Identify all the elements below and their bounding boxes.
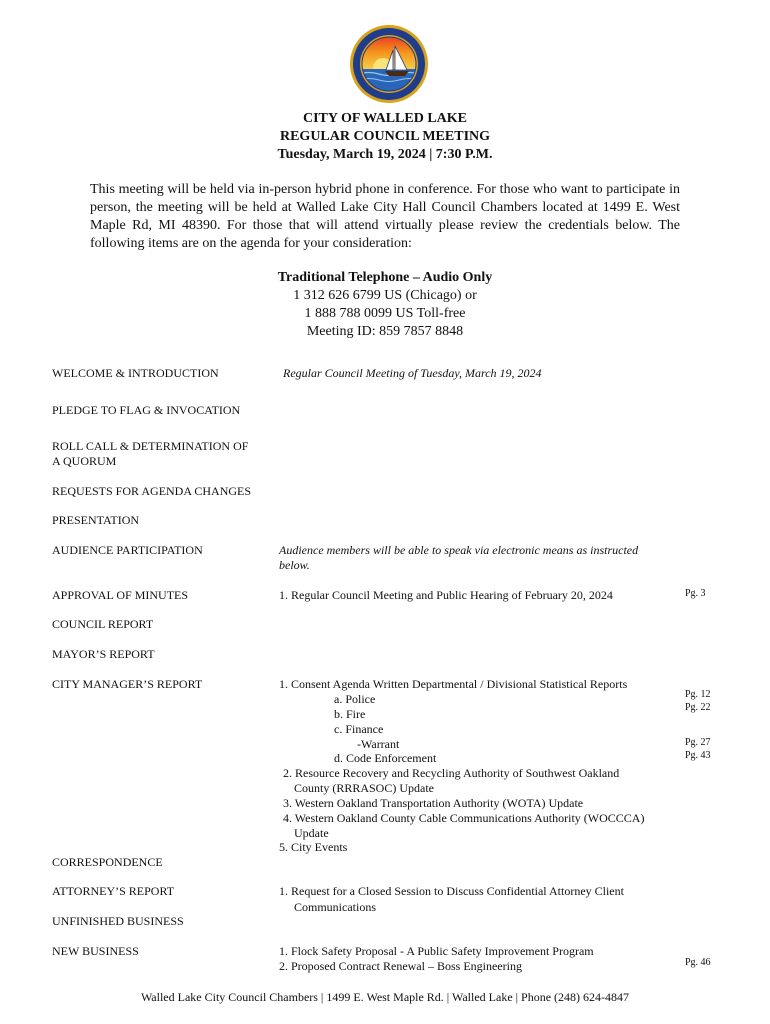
- cm-item-1c: c. Finance: [334, 722, 384, 736]
- phone-title: Traditional Telephone – Audio Only: [277, 270, 493, 285]
- city-seal-logo: [349, 24, 429, 104]
- section-approval-minutes: APPROVAL OF MINUTES: [52, 588, 189, 602]
- page-ref-code: Pg. 43: [685, 750, 711, 761]
- audience-note: Audience members will be able to speak via electronic means as instructed: [279, 543, 639, 557]
- phone-number-chicago: 1 312 626 6799 US (Chicago) or: [293, 288, 477, 303]
- cm-item-1a: a. Police: [334, 692, 376, 706]
- cm-item-1c-sub: -Warrant: [357, 737, 400, 751]
- page-ref-finance: Pg. 27: [685, 737, 711, 748]
- meeting-id: Meeting ID: 859 7857 8848: [306, 324, 464, 339]
- footer-address: Walled Lake City Council Chambers | 1499 E. West Maple Rd. | Walled Lake | Phone (248) 624-4847: [140, 990, 630, 1004]
- attorney-item-1: 1. Request for a Closed Session to Discuss Confidential Attorney Client: [279, 884, 624, 898]
- cm-item-3: 3. Western Oakland Transportation Authority (WOTA) Update: [283, 796, 584, 810]
- attorney-item-1-cont: Communications: [294, 900, 376, 914]
- header-subtitle: REGULAR COUNCIL MEETING: [279, 129, 491, 144]
- section-new-business: NEW BUSINESS: [52, 944, 139, 958]
- section-pledge: PLEDGE TO FLAG & INVOCATION: [52, 403, 241, 417]
- section-city-manager-report: CITY MANAGER’S REPORT: [52, 677, 203, 691]
- header-title: CITY OF WALLED LAKE: [302, 111, 467, 126]
- page-ref-boss: Pg. 46: [685, 957, 711, 968]
- section-unfinished-business: UNFINISHED BUSINESS: [52, 914, 184, 928]
- new-business-item-2: 2. Proposed Contract Renewal – Boss Engineering: [279, 959, 522, 973]
- new-business-item-1: 1. Flock Safety Proposal - A Public Safety Improvement Program: [279, 944, 594, 958]
- phone-number-tollfree: 1 888 788 0099 US Toll-free: [304, 306, 466, 321]
- section-council-report: COUNCIL REPORT: [52, 617, 154, 631]
- phone-block: [0, 269, 770, 341]
- section-rollcall-cont: A QUORUM: [52, 454, 117, 468]
- intro-paragraph: This meeting will be held via in-person hybrid phone in conference. For those who want to participate in person, the meeting will be held at Walled Lake City Hall Council Chambers located at 1499 E. West Maple Rd, MI 48390. For those that will attend virtually please review the credentials below. The following items are on the agenda for your consideration:: [90, 182, 680, 251]
- section-welcome: WELCOME & INTRODUCTION: [52, 366, 219, 380]
- welcome-note: Regular Council Meeting of Tuesday, March 19, 2024: [283, 366, 542, 380]
- cm-item-1: 1. Consent Agenda Written Departmental / Divisional Statistical Reports: [279, 677, 628, 691]
- section-attorney-report: ATTORNEY’S REPORT: [52, 884, 175, 898]
- cm-item-1d: d. Code Enforcement: [334, 751, 437, 765]
- section-correspondence: CORRESPONDENCE: [52, 855, 163, 869]
- cm-item-1b: b. Fire: [334, 707, 366, 721]
- cm-item-2-cont: County (RRRASOC) Update: [294, 781, 435, 795]
- cm-item-4: 4. Western Oakland County Cable Communications Authority (WOCCCA): [283, 811, 645, 825]
- cm-item-2: 2. Resource Recovery and Recycling Authority of Southwest Oakland: [283, 766, 620, 780]
- section-mayor-report: MAYOR’S REPORT: [52, 647, 155, 661]
- section-rollcall: ROLL CALL & DETERMINATION OF: [52, 439, 249, 453]
- page-ref-police: Pg. 12: [685, 689, 711, 700]
- minutes-item-1: 1. Regular Council Meeting and Public Hearing of February 20, 2024: [279, 588, 613, 602]
- cm-item-4-cont: Update: [294, 826, 329, 840]
- section-presentation: PRESENTATION: [52, 513, 140, 527]
- page-ref-fire: Pg. 22: [685, 702, 711, 713]
- header-date: Tuesday, March 19, 2024 | 7:30 P.M.: [277, 147, 493, 162]
- section-requests: REQUESTS FOR AGENDA CHANGES: [52, 484, 252, 498]
- cm-item-5: 5. City Events: [279, 840, 348, 854]
- city-seal-icon: [349, 24, 429, 104]
- audience-note-cont: below.: [279, 558, 310, 572]
- page-ref-minutes: Pg. 3: [685, 588, 706, 599]
- section-audience: AUDIENCE PARTICIPATION: [52, 543, 203, 557]
